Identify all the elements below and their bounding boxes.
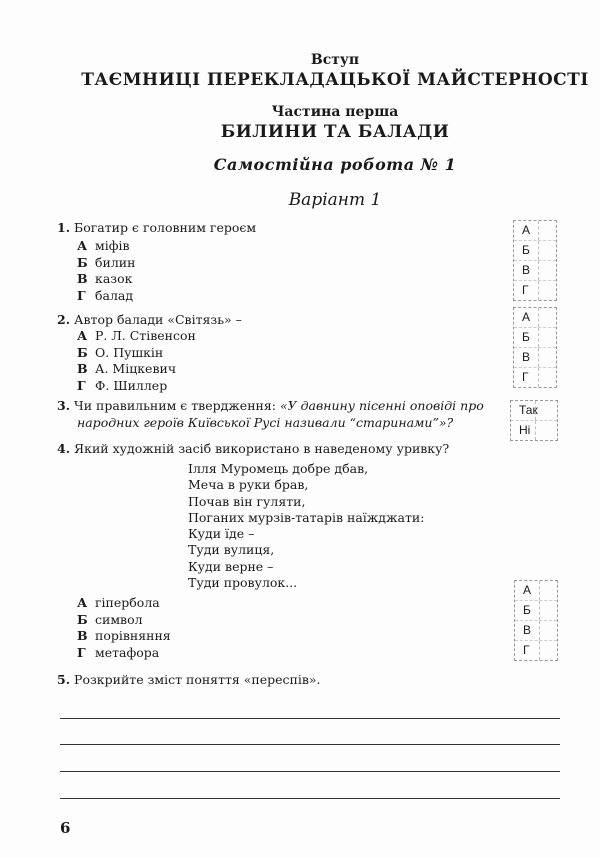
q4-option: Г метафора bbox=[77, 644, 160, 660]
work-title: Самостійна робота № 1 bbox=[213, 155, 457, 174]
q2-option: Г Ф. Шиллер bbox=[77, 377, 168, 393]
answer-line[interactable] bbox=[60, 744, 560, 745]
question-3-cont: народних героїв Київської Русі називали “старинами”»? bbox=[77, 415, 454, 430]
answer-line[interactable] bbox=[60, 798, 560, 799]
question-2: 2. Автор балади «Світязь» – bbox=[57, 312, 242, 327]
page-number: 6 bbox=[60, 819, 71, 837]
q4-option: Б символ bbox=[77, 611, 143, 627]
section-title: ТАЄМНИЦІ ПЕРЕКЛАДАЦЬКОЇ МАЙСТЕРНОСТІ bbox=[81, 70, 589, 90]
question-5: 5. Розкрийте зміст поняття «переспів». bbox=[57, 672, 321, 687]
question-1: 1. Богатир є головним героєм bbox=[57, 220, 257, 235]
variant-title: Варіант 1 bbox=[288, 190, 382, 210]
intro-heading: Вступ bbox=[310, 52, 360, 68]
question-4: 4. Який художній засіб використано в наведеному уривку? bbox=[57, 441, 450, 456]
q1-option: Б билин bbox=[77, 254, 136, 270]
answer-line[interactable] bbox=[60, 718, 560, 719]
q4-option: В порівняння bbox=[77, 628, 171, 643]
q2-option: В А. Міцкевич bbox=[77, 361, 177, 376]
q2-option: А Р. Л. Стівенсон bbox=[77, 328, 196, 343]
answer-line[interactable] bbox=[60, 771, 560, 772]
question-3: 3. Чи правильним є твердження: «У давнину пісенні оповіді про bbox=[57, 398, 484, 413]
answer-box-3[interactable]: Так Ні bbox=[510, 400, 558, 441]
q2-option: Б О. Пушкін bbox=[77, 344, 164, 360]
part-title: БИЛИНИ ТА БАЛАДИ bbox=[220, 122, 450, 142]
q1-option: Г балад bbox=[77, 287, 134, 303]
answer-box-1[interactable]: А Б В Г bbox=[513, 220, 557, 301]
poem-excerpt: Ілля Муромець добре дбав, Меча в руки брав, Почав він гуляти, Поганих мурзів-татарів наїжджати: Куди їде – Туди вулиця, Куди верне – Туди провулок... bbox=[188, 461, 425, 591]
answer-box-2[interactable]: А Б В Г bbox=[513, 307, 557, 388]
q1-option: В казок bbox=[77, 271, 133, 286]
part-label: Частина перша bbox=[271, 104, 399, 120]
q4-option: А гіпербола bbox=[77, 595, 160, 610]
q1-option: А міфів bbox=[77, 238, 130, 253]
answer-box-4[interactable]: А Б В Г bbox=[514, 580, 558, 661]
